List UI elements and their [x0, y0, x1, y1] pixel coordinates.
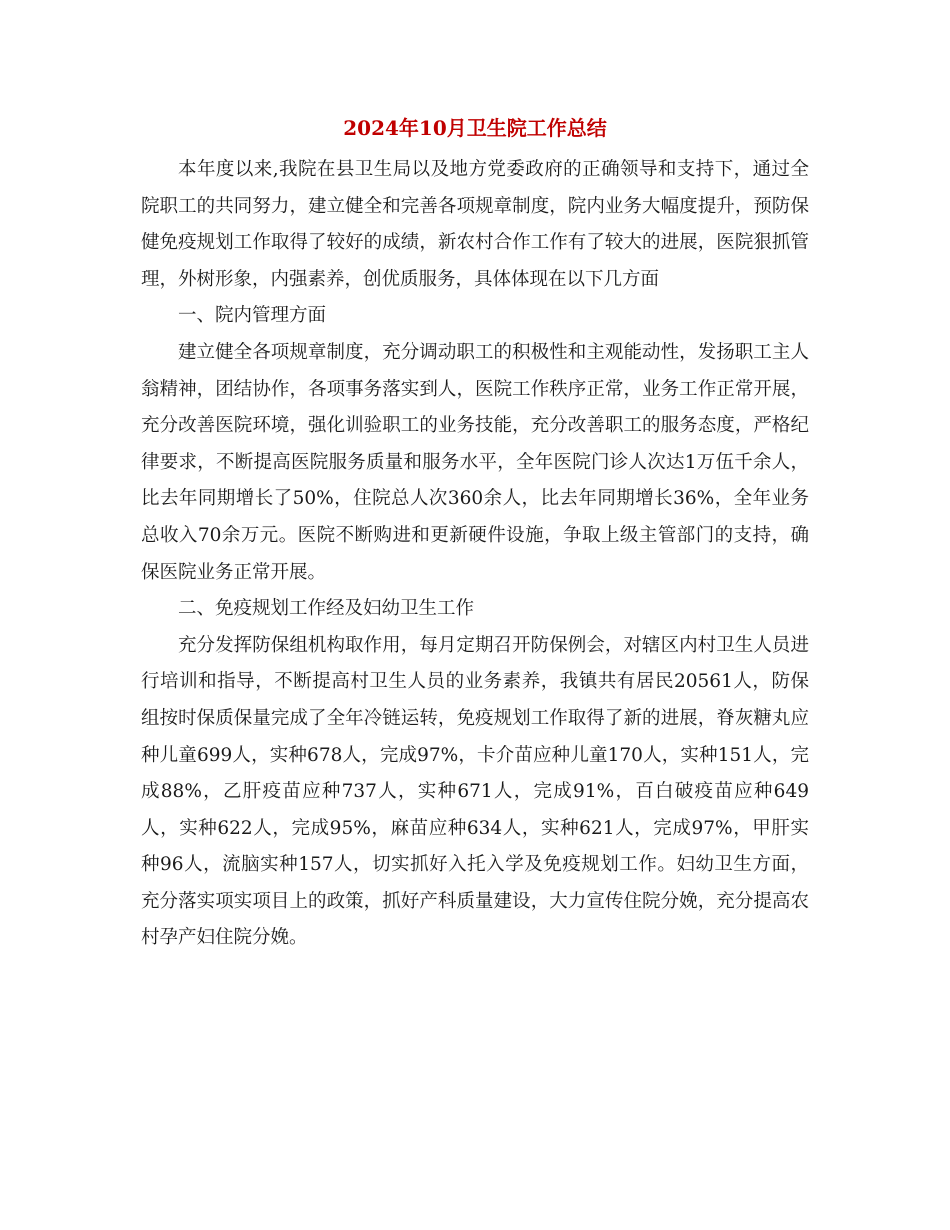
- section-heading-management: 一、院内管理方面: [178, 305, 327, 327]
- section-body-immunization: 充分发挥防保组机构取作用，每月定期召开防保例会，对辖区内村卫生人员进行培训和指导，不断提高村卫生人员的业务素养，我镇共有居民20561人，防保组按时保质保量完成了全年冷链运转，免疫规划工作取得了新的进展，脊灰糖丸应种儿童699人，实种678人，完成97%，卡介苗应种儿童170人，实种151人，完成88%，乙肝疫苗应种737人，实种671人，完成91%，百白破疫苗应种649人，实种622人，完成95%，麻苗应种634人，实种621人，完成97%，甲肝实种96人，流脑实种157人，切实抓好入托入学及免疫规划工作。妇幼卫生方面，充分落实项实项目上的政策，抓好产科质量建设，大力宣传住院分娩，充分提高农村孕产妇住院分娩。: [141, 634, 809, 949]
- intro-paragraph: 本年度以来,我院在县卫生局以及地方党委政府的正确领导和支持下，通过全院职工的共同努力，建立健全和完善各项规章制度，院内业务大幅度提升，预防保健免疫规划工作取得了较好的成绩，新农村合作工作有了较大的进展，医院狠抓管理，外树形象，内强素养，创优质服务，具体体现在以下几方面: [141, 159, 809, 290]
- document-title: 2024年10月卫生院工作总结: [343, 116, 607, 140]
- section-body-management: 建立健全各项规章制度，充分调动职工的积极性和主观能动性，发扬职工主人翁精神，团结协作，各项事务落实到人，医院工作秩序正常，业务工作正常开展，充分改善医院环境，强化训验职工的业务技能，充分改善职工的服务态度，严格纪律要求，不断提高医院服务质量和服务水平，全年医院门诊人次达1万伍千余人，比去年同期增长了50%，住院总人次360余人，比去年同期增长36%，全年业务总收入70余万元。医院不断购进和更新硬件设施，争取上级主管部门的支持，确保医院业务正常开展。: [141, 341, 809, 583]
- section-heading-immunization: 二、免疫规划工作经及妇幼卫生工作: [178, 598, 475, 620]
- document-page: [141, 110, 809, 957]
